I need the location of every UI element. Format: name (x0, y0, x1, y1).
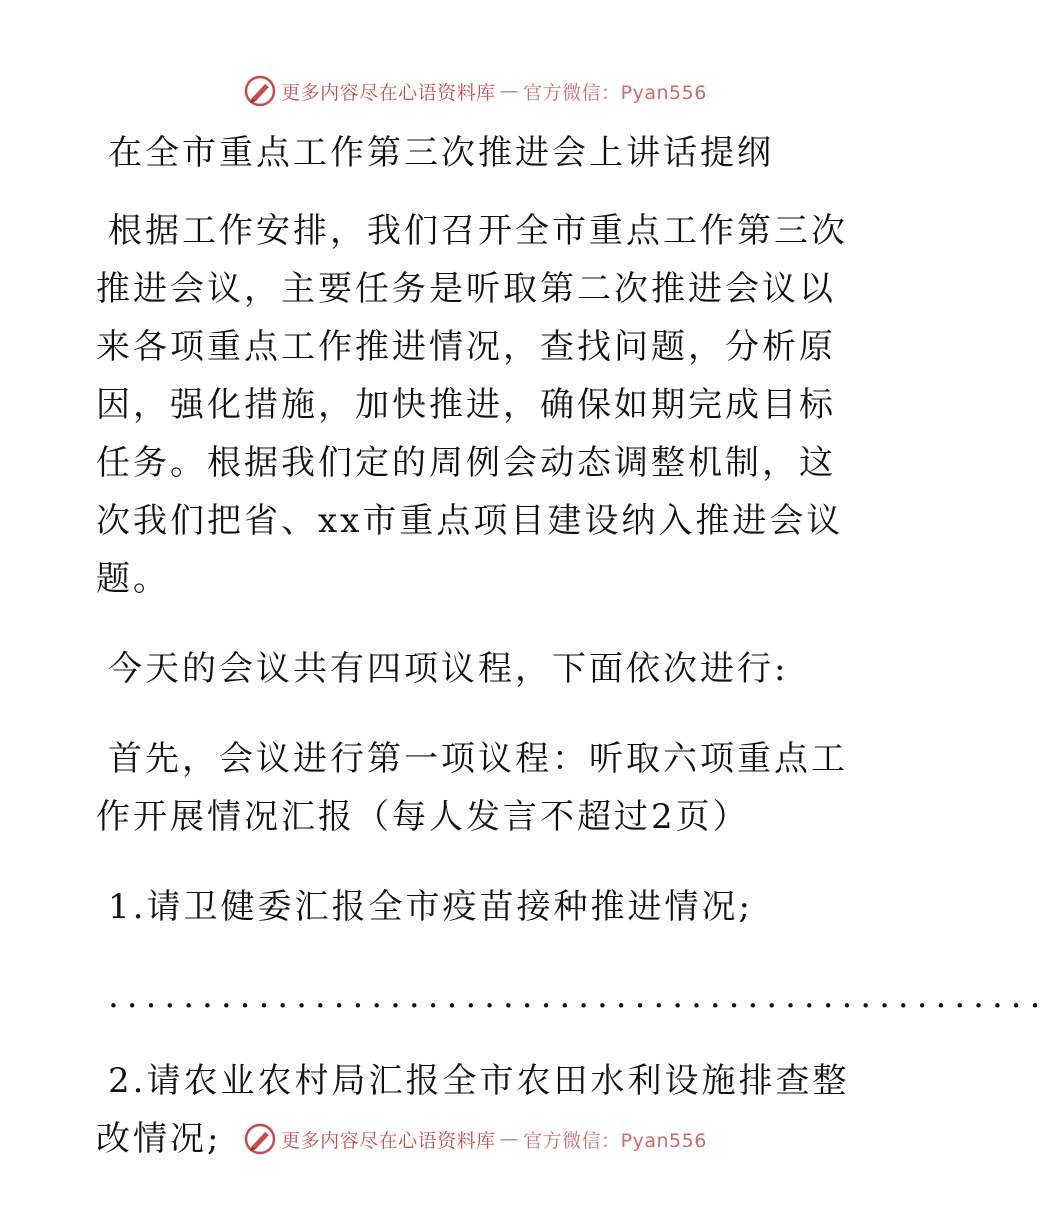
watermark-sub-text: 官方微信：Pyan556 (523, 1129, 707, 1152)
list-item-2: 2.请农业农村局汇报全市农田水利设施排查整改情况; (96, 1061, 850, 1159)
document-title: 在全市重点工作第三次推进会上讲话提纲 (108, 133, 774, 173)
watermark-main-text: 更多内容尽在心语资料库 (281, 1129, 496, 1152)
ellipsis-divider: .................................................. (108, 976, 1048, 1016)
watermark-separator: — (499, 80, 520, 102)
watermark-separator: — (499, 1128, 520, 1150)
header-watermark (0, 74, 950, 108)
paragraph-agenda: 今天的会议共有四项议程，下面依次进行: (108, 649, 789, 689)
document-body (96, 124, 1048, 1200)
watermark-sub-text: 官方微信：Pyan556 (523, 81, 707, 104)
footer-watermark (0, 1122, 950, 1156)
paragraph-first-item: 首先，会议进行第一项议程：听取六项重点工作开展情况汇报（每人发言不超过2页） (96, 739, 848, 837)
paragraph-intro: 根据工作安排，我们召开全市重点工作第三次推进会议，主要任务是听取第二次推进会议以来各项重点工作推进情况，查找问题，分析原因，强化措施，加快推进，确保如期完成目标任务。根据我们定的周例会动态调整机制，这次我们把省、xx市重点项目建设纳入推进会议题。 (96, 211, 848, 599)
watermark-main-text: 更多内容尽在心语资料库 (281, 81, 496, 104)
pen-logo-icon (243, 74, 277, 108)
list-item-1: 1.请卫健委汇报全市疫苗接种推进情况; (108, 887, 753, 927)
pen-logo-icon (243, 1122, 277, 1156)
